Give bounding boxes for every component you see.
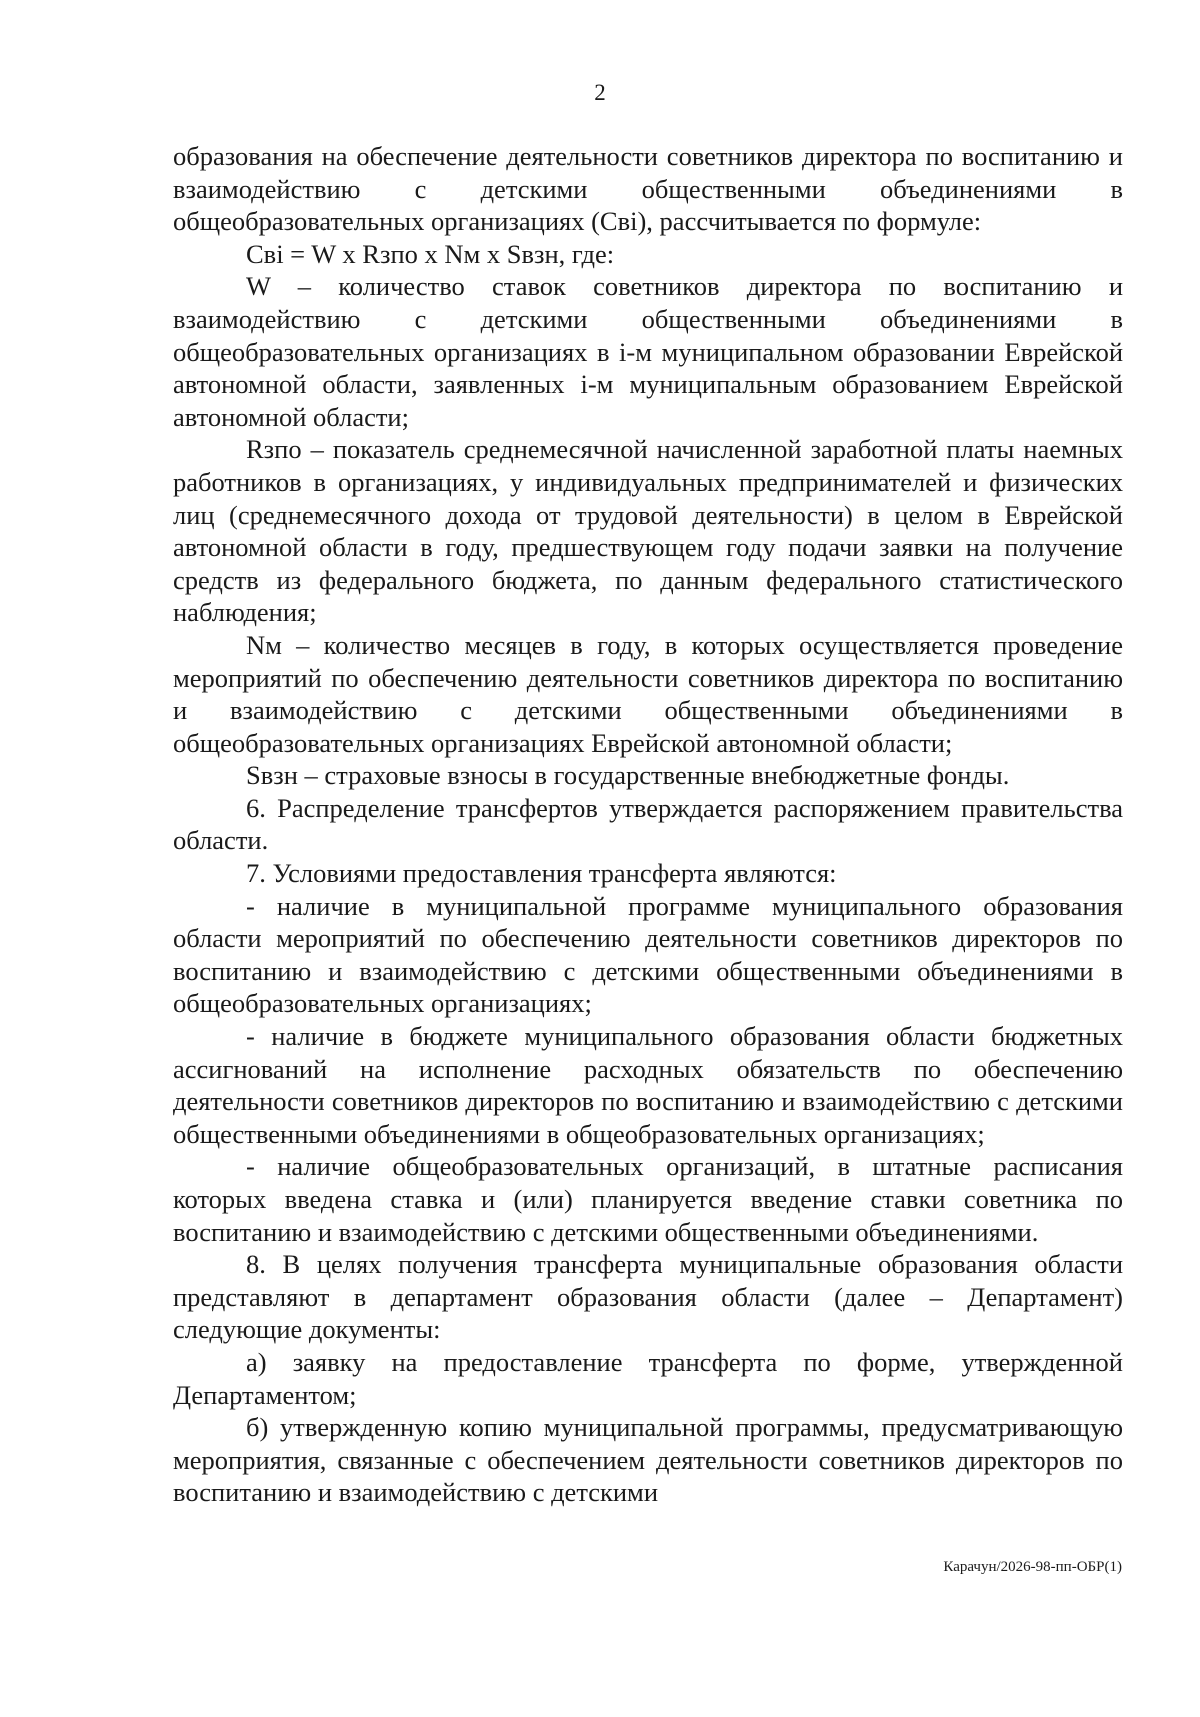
paragraph-condition-1: - наличие в муниципальной программе муниципального образования области мероприятий по обеспечению деятельности советников директоров по воспитанию и взаимодействию с детскими общественными объединениями в общеобразовательных организациях; [173,890,1123,1019]
paragraph-formula: Свi = W x Rзпо x Nм x Sвзн, где: [246,238,615,269]
paragraph-condition-2: - наличие в бюджете муниципального образования области бюджетных ассигнований на исполнение расходных обязательств по обеспечению деятельности советников директоров по воспитанию и взаимодействию с детскими общественными объединениями в общеобразовательных организациях; [173,1021,1123,1149]
paragraph-item-8: 8. В целях получения трансферта муниципальные образования области представляют в департамент образования области (далее – Департамент) следующие документы: [173,1249,1123,1345]
paragraph-formula-intro: образования на обеспечение деятельности советников директора по воспитанию и взаимодействию с детскими общественными объединениями в общеобразовательных организациях (Свi), рассчитывается по формуле: [173,141,1123,237]
document-body [173,140,1123,1509]
paragraph-item-8b: б) утвержденную копию муниципальной программы, предусматривающую мероприятия, связанные с обеспечением деятельности советников директоров по воспитанию и взаимодействию с детскими [173,1412,1123,1508]
paragraph-condition-3: - наличие общеобразовательных организаций, в штатные расписания которых введена ставка и (или) планируется введение ставки советника по воспитанию и взаимодействию с детскими общественными объединениями. [173,1151,1123,1247]
footer-document-code: Карачун/2026-98-пп-ОБР(1) [943,1559,1122,1575]
paragraph-def-svzn: Sвзн – страховые взносы в государственные внебюджетные фонды. [246,760,1010,791]
page-number: 2 [594,80,606,105]
paragraph-def-w: W – количество ставок советников директора по воспитанию и взаимодействию с детскими общественными объединениями в общеобразовательных организациях в i-м муниципальном образовании Еврейской автономной области, заявленных i-м муниципальным образованием Еврейской автономной области; [173,271,1123,432]
paragraph-item-7: 7. Условиями предоставления трансферта являются: [246,858,837,889]
paragraph-def-nm: Nм – количество месяцев в году, в которых осуществляется проведение мероприятий по обеспечению деятельности советников директора по воспитанию и взаимодействию с детскими общественными объединениями в общеобразовательных организациях Еврейской автономной области; [173,629,1123,758]
paragraph-def-rzpo: Rзпо – показатель среднемесячной начисленной заработной платы наемных работников в организациях, у индивидуальных предпринимателей и физических лиц (среднемесячного дохода от трудовой деятельности) в целом в Еврейской автономной области в году, предшествующем году подачи заявки на получение средств из федерального бюджета, по данным федерального статистического наблюдения; [173,434,1123,628]
paragraph-item-8a: а) заявку на предоставление трансферта по форме, утвержденной Департаментом; [173,1346,1123,1410]
paragraph-item-6: 6. Распределение трансфертов утверждается распоряжением правительства области. [173,792,1123,856]
